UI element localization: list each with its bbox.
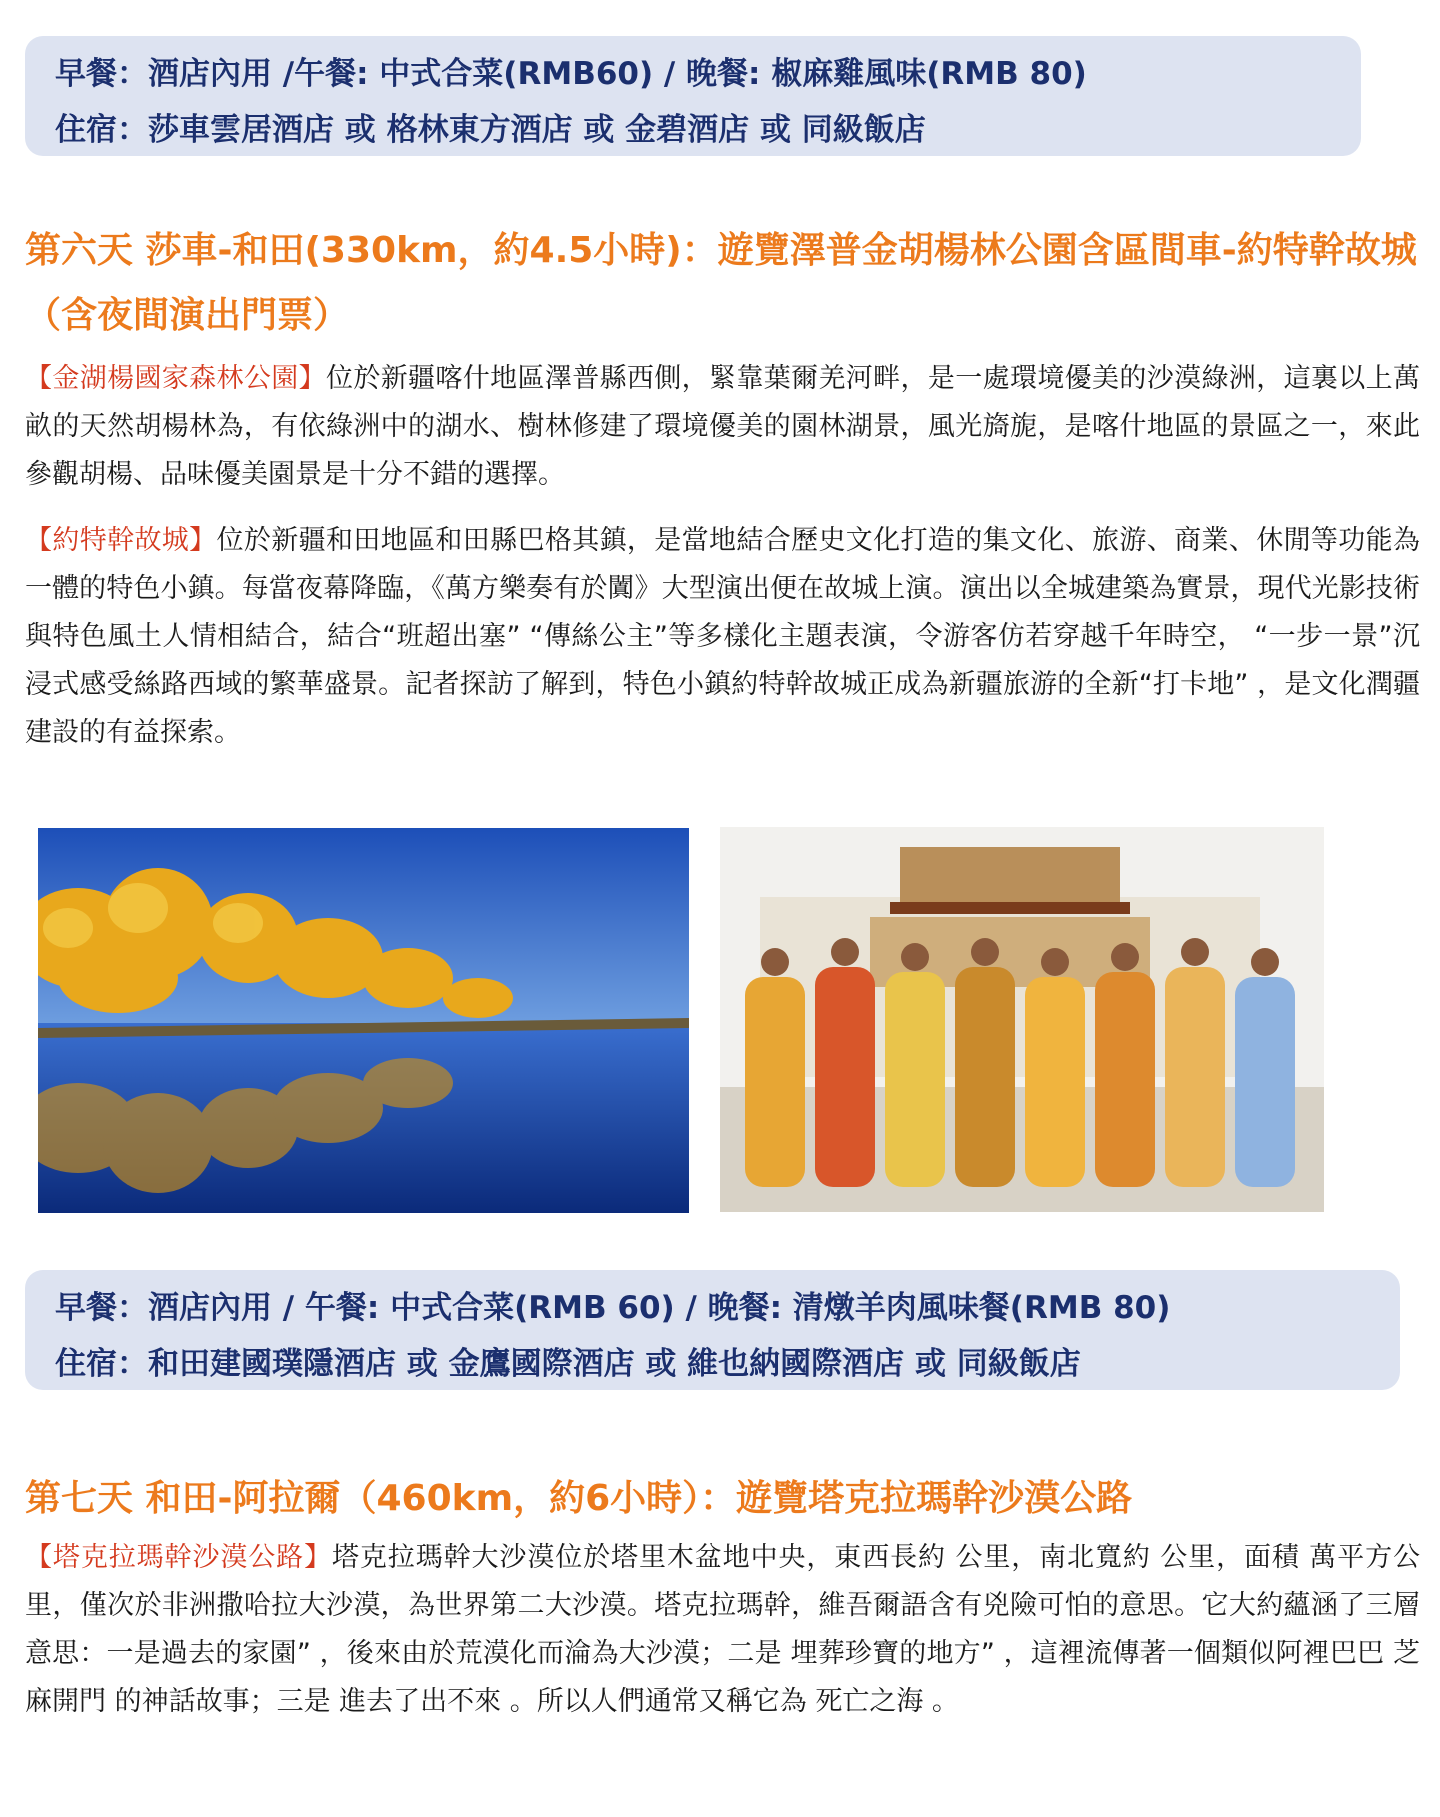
meal-line: 早餐：酒店內用 /午餐: 中式合菜(RMB60) / 晚餐: 椒麻雞風味(RMB 80)	[55, 56, 1087, 92]
meal-line: 早餐：酒店內用 / 午餐: 中式合菜(RMB 60) / 晚餐: 清燉羊肉風味餐(RMB 80)	[55, 1290, 1171, 1326]
hotel-line: 住宿：和田建國璞隱酒店 或 金鷹國際酒店 或 維也納國際酒店 或 同級飯店	[55, 1346, 1081, 1382]
day7-heading: 第七天 和田-阿拉爾（460km，約6小時）：遊覽塔克拉瑪幹沙漠公路	[25, 1478, 1133, 1519]
poplar-forest-photo	[38, 828, 689, 1213]
yotkan-description	[25, 517, 1420, 757]
poplar-park-text: 位於新疆喀什地區澤普縣西側，緊靠葉爾羌河畔，是一處環境優美的沙漠綠洲，這裏以上萬畝的天然胡楊林為，有依綠洲中的湖水、樹林修建了環境優美的園林湖景，風光旖旎，是喀什地區的景區之一，來此參觀胡楊、品味優美園景是十分不錯的選擇。	[25, 363, 1421, 490]
taklamakan-text: 塔克拉瑪幹大沙漠位於塔里木盆地中央，東西長約 公里，南北寬約 公里，面積 萬平方公里，僅次於非洲撒哈拉大沙漠，為世界第二大沙漠。塔克拉瑪幹，維吾爾語含有兇險可怕的意思。它大約蘊涵了三層意思：一是過去的家園” ，後來由於荒漠化而淪為大沙漠；二是 埋葬珍寶的地方” ，這裡流傳著一個類似阿裡巴巴 芝麻開門 的神話故事；三是 進去了出不來 。所以人們通常又稱它為 死亡之海 。	[25, 1542, 1421, 1717]
yotkan-text: 位於新疆和田地區和田縣巴格其鎮，是當地結合歷史文化打造的集文化、旅游、商業、休閒等功能為一體的特色小鎮。每當夜幕降臨，《萬方樂奏有於闐》大型演出便在故城上演。演出以全城建築為實景，現代光影技術與特色風土人情相結合，結合“班超出塞” “傳絲公主”等多樣化主題表演，令游客仿若穿越千年時空， “一步一景”沉浸式感受絲路西域的繁華盛景。記者探訪了解到，特色小鎮約特幹故城正成為新疆旅游的全新“打卡地” ，是文化潤疆建設的有益探索。	[25, 525, 1421, 748]
day6-heading: 第六天 莎車-和田(330km，約4.5小時)：遊覽澤普金胡楊林公園含區間車-約特幹故城（含夜間演出門票）	[25, 230, 1417, 336]
meal-info-box-day6	[25, 1270, 1400, 1390]
taklamakan-label: 【塔克拉瑪幹沙漠公路】	[25, 1542, 332, 1573]
yotkan-label: 【約特幹故城】	[25, 525, 217, 556]
yotkan-performance-photo	[720, 827, 1324, 1212]
poplar-park-label: 【金湖楊國家森林公園】	[25, 363, 326, 394]
poplar-park-description	[25, 355, 1420, 499]
meal-info-box-day5	[25, 36, 1361, 156]
hotel-line: 住宿：莎車雲居酒店 或 格林東方酒店 或 金碧酒店 或 同級飯店	[55, 112, 926, 148]
taklamakan-description	[25, 1534, 1420, 1726]
